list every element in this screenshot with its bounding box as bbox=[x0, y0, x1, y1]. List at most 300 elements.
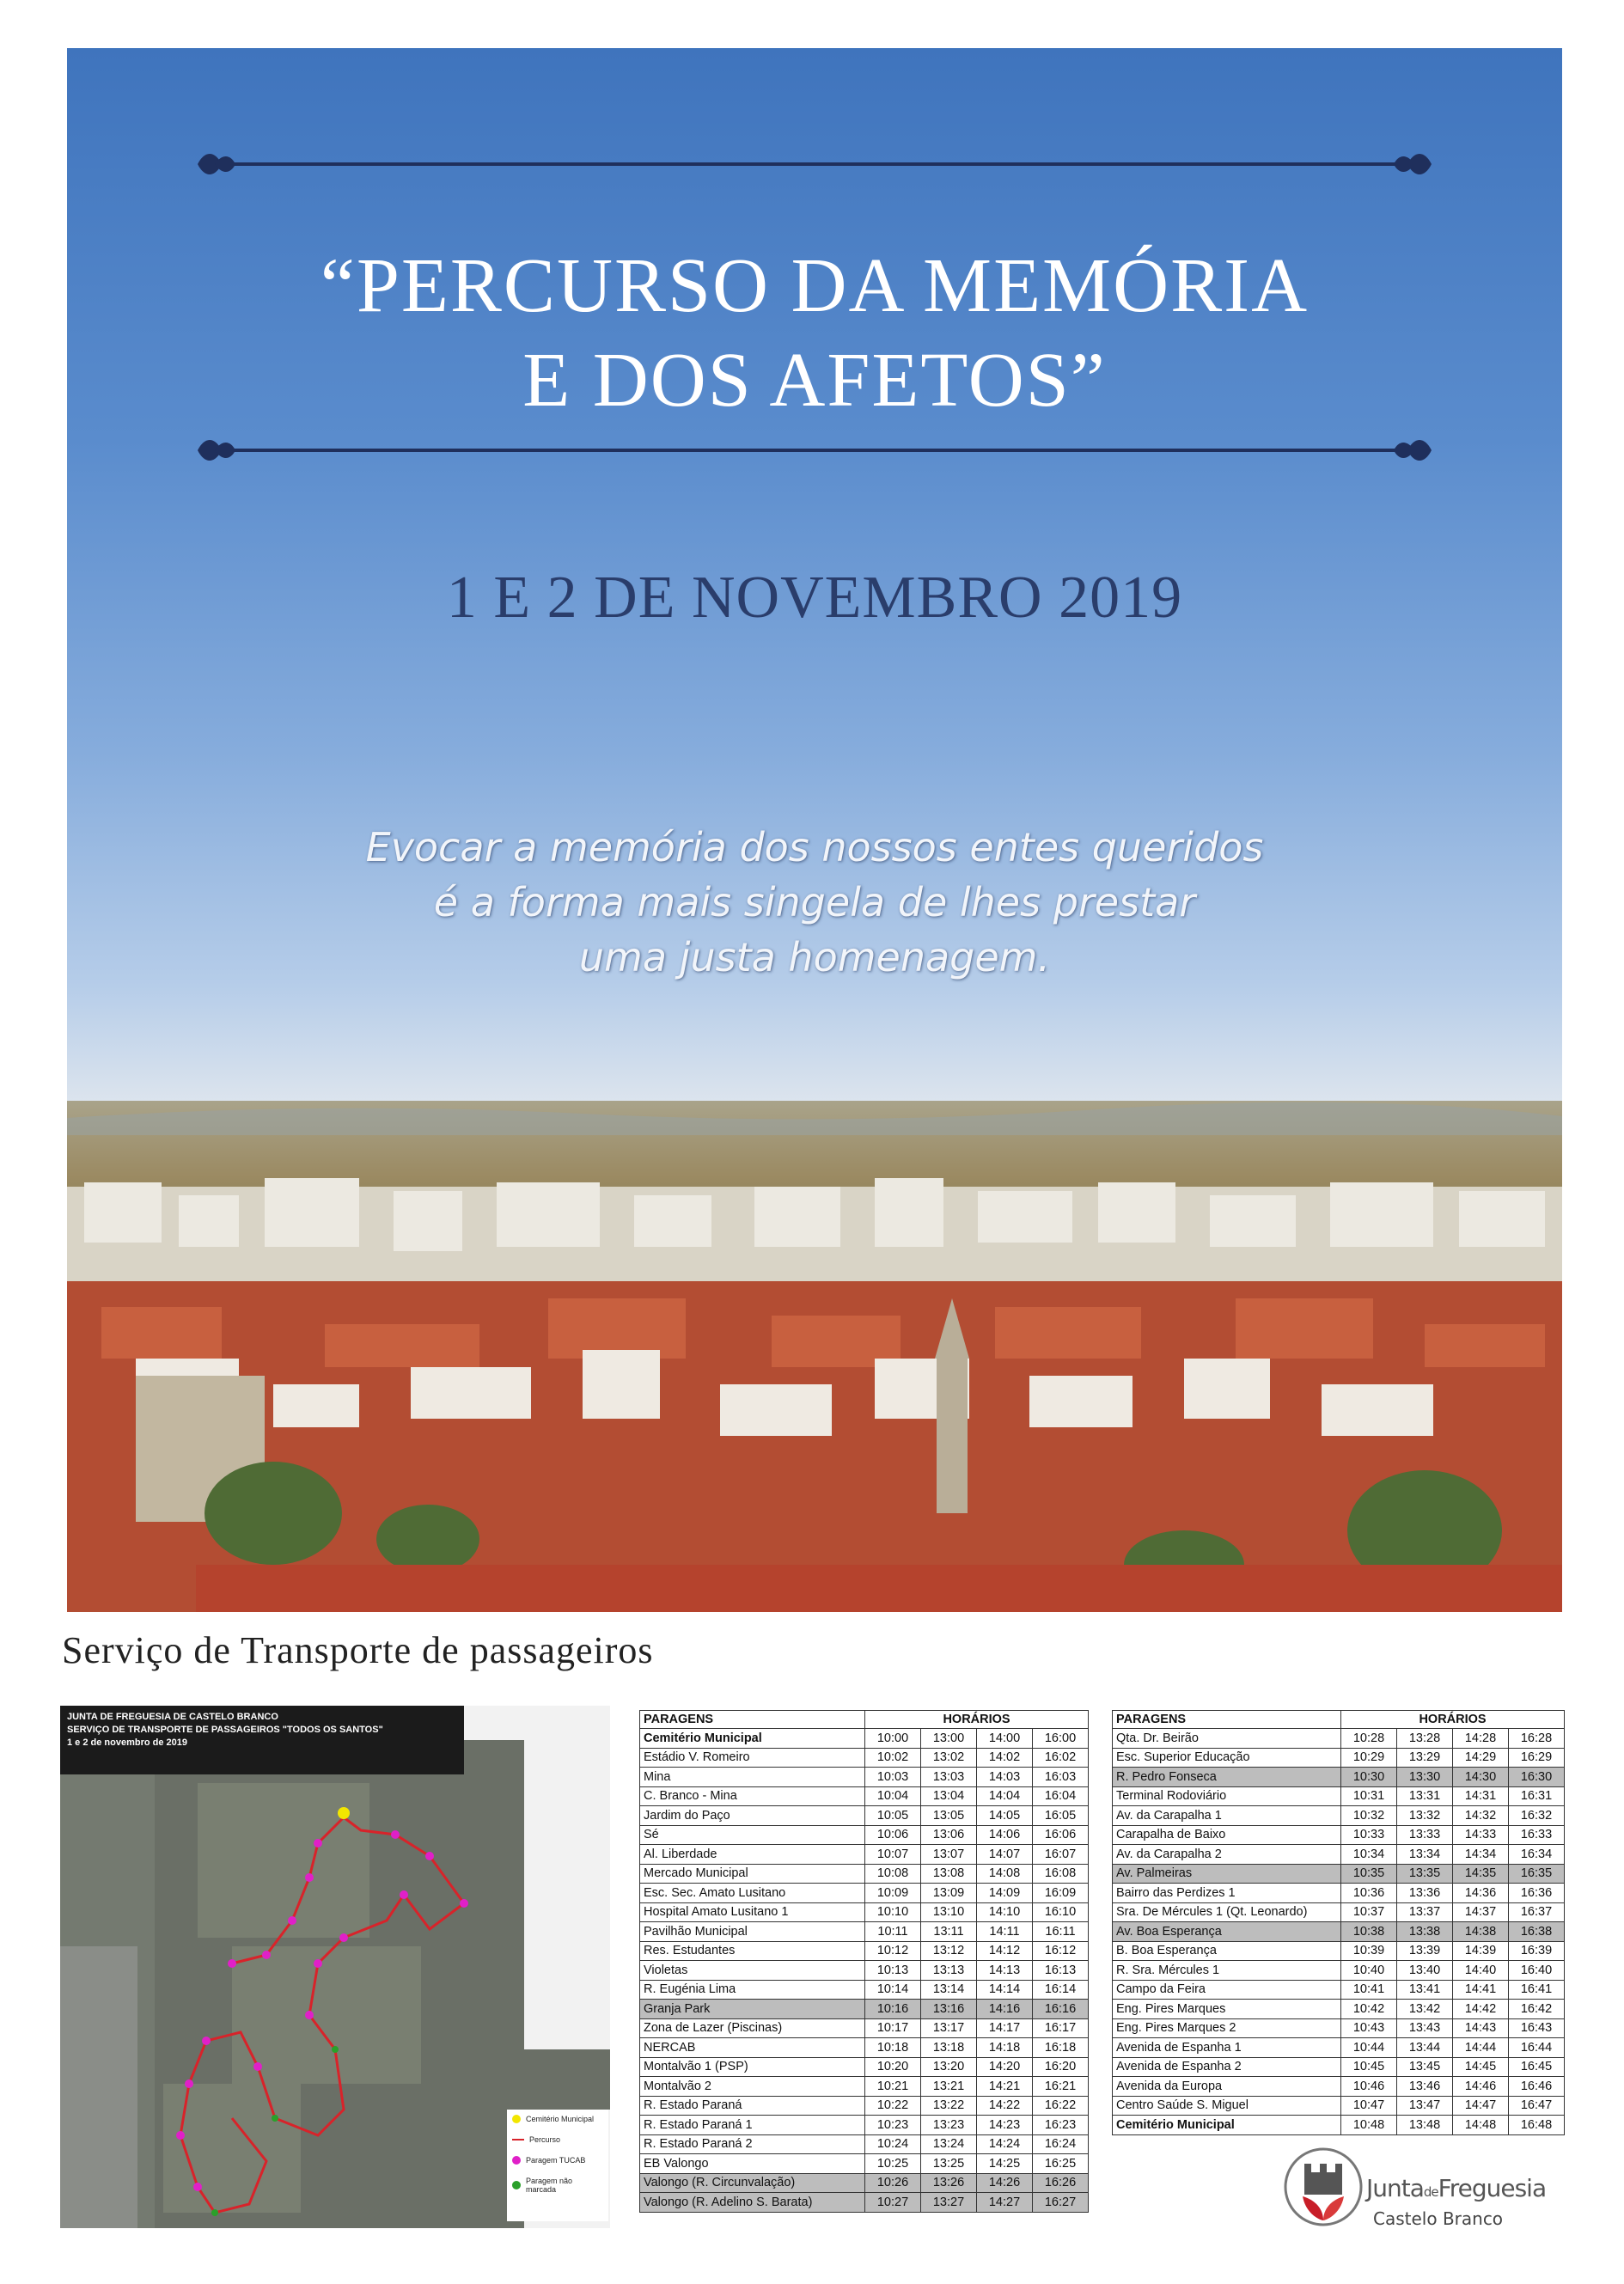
legend-item-unmarked-stop: Paragem não marcada bbox=[512, 2177, 603, 2194]
stop-name-cell: Sé bbox=[640, 1825, 865, 1845]
departure-time-cell: 16:08 bbox=[1033, 1864, 1089, 1884]
schedule-row bbox=[640, 1961, 1089, 1981]
departure-time-cell: 16:29 bbox=[1509, 1748, 1565, 1768]
schedule-row bbox=[640, 1902, 1089, 1922]
schedule-row bbox=[1113, 1902, 1565, 1922]
map-header-line1: JUNTA DE FREGUESIA DE CASTELO BRANCO bbox=[67, 1712, 278, 1722]
departure-time-cell: 13:23 bbox=[921, 2116, 977, 2135]
departure-time-cell: 13:09 bbox=[921, 1884, 977, 1903]
departure-time-cell: 14:31 bbox=[1453, 1786, 1509, 1806]
departure-time-cell: 13:14 bbox=[921, 1980, 977, 2000]
departure-time-cell: 13:27 bbox=[921, 2193, 977, 2213]
departure-time-cell: 10:05 bbox=[865, 1806, 921, 1826]
departure-time-cell: 10:35 bbox=[1341, 1864, 1397, 1884]
departure-time-cell: 14:35 bbox=[1453, 1864, 1509, 1884]
schedule-row bbox=[1113, 2077, 1565, 2097]
departure-time-cell: 16:20 bbox=[1033, 2057, 1089, 2077]
departure-time-cell: 16:28 bbox=[1509, 1729, 1565, 1749]
stop-name-cell: Esc. Sec. Amato Lusitano bbox=[640, 1884, 865, 1903]
schedule-row bbox=[1113, 2018, 1565, 2038]
departure-time-cell: 16:13 bbox=[1033, 1961, 1089, 1981]
departure-time-cell: 13:03 bbox=[921, 1768, 977, 1787]
departure-time-cell: 10:46 bbox=[1341, 2077, 1397, 2097]
cemetery-marker bbox=[338, 1807, 350, 1819]
schedule-row bbox=[640, 1825, 1089, 1845]
departure-time-cell: 16:18 bbox=[1033, 2038, 1089, 2058]
stop-name-cell: R. Pedro Fonseca bbox=[1113, 1768, 1341, 1787]
departure-time-cell: 16:27 bbox=[1033, 2193, 1089, 2213]
stop-name-cell: Campo da Feira bbox=[1113, 1980, 1341, 2000]
stop-name-cell: R. Sra. Mércules 1 bbox=[1113, 1961, 1341, 1981]
departure-time-cell: 16:22 bbox=[1033, 2096, 1089, 2116]
departure-time-cell: 13:16 bbox=[921, 2000, 977, 2019]
departure-time-cell: 16:23 bbox=[1033, 2116, 1089, 2135]
logo-wordmark: JuntadeFreguesia bbox=[1366, 2174, 1547, 2202]
departure-time-cell: 10:31 bbox=[1341, 1786, 1397, 1806]
departure-time-cell: 14:39 bbox=[1453, 1941, 1509, 1961]
departure-time-cell: 10:39 bbox=[1341, 1941, 1397, 1961]
stop-name-cell: Av. Palmeiras bbox=[1113, 1864, 1341, 1884]
stop-name-cell: Mercado Municipal bbox=[640, 1864, 865, 1884]
departure-time-cell: 13:29 bbox=[1397, 1748, 1453, 1768]
departure-time-cell: 16:04 bbox=[1033, 1786, 1089, 1806]
stop-name-cell: Esc. Superior Educação bbox=[1113, 1748, 1341, 1768]
departure-time-cell: 10:28 bbox=[1341, 1729, 1397, 1749]
poster-quote bbox=[67, 820, 1562, 985]
stop-name-cell: Carapalha de Baixo bbox=[1113, 1825, 1341, 1845]
departure-time-cell: 10:17 bbox=[865, 2018, 921, 2038]
departure-time-cell: 10:30 bbox=[1341, 1768, 1397, 1787]
departure-time-cell: 10:07 bbox=[865, 1845, 921, 1865]
stop-name-cell: Eng. Pires Marques bbox=[1113, 2000, 1341, 2019]
schedule-row bbox=[640, 2038, 1089, 2058]
legend-item-cemetery: Cemitério Municipal bbox=[512, 2115, 603, 2123]
schedule-row bbox=[640, 1922, 1089, 1942]
departure-time-cell: 16:03 bbox=[1033, 1768, 1089, 1787]
stop-name-cell: Av. da Carapalha 2 bbox=[1113, 1845, 1341, 1865]
departure-time-cell: 13:11 bbox=[921, 1922, 977, 1942]
map-legend bbox=[507, 2110, 608, 2221]
departure-time-cell: 10:34 bbox=[1341, 1845, 1397, 1865]
quote-line1: Evocar a memória dos nossos entes queridos bbox=[365, 824, 1264, 870]
departure-time-cell: 10:47 bbox=[1341, 2096, 1397, 2116]
stop-name-cell: Mina bbox=[640, 1768, 865, 1787]
junta-freguesia-logo bbox=[1280, 2140, 1564, 2243]
legend-item-route: Percurso bbox=[512, 2135, 603, 2144]
departure-time-cell: 13:46 bbox=[1397, 2077, 1453, 2097]
departure-time-cell: 14:42 bbox=[1453, 2000, 1509, 2019]
departure-time-cell: 13:40 bbox=[1397, 1961, 1453, 1981]
schedule-row bbox=[1113, 1729, 1565, 1749]
departure-time-cell: 13:25 bbox=[921, 2154, 977, 2174]
departure-time-cell: 14:07 bbox=[977, 1845, 1033, 1865]
departure-time-cell: 16:45 bbox=[1509, 2057, 1565, 2077]
schedule-row bbox=[1113, 1941, 1565, 1961]
departure-time-cell: 10:25 bbox=[865, 2154, 921, 2174]
departure-time-cell: 14:29 bbox=[1453, 1748, 1509, 1768]
departure-time-cell: 14:21 bbox=[977, 2077, 1033, 2097]
departure-time-cell: 10:02 bbox=[865, 1748, 921, 1768]
departure-time-cell: 14:44 bbox=[1453, 2038, 1509, 2058]
schedule-row bbox=[640, 1884, 1089, 1903]
departure-time-cell: 16:48 bbox=[1509, 2116, 1565, 2135]
departure-time-cell: 10:44 bbox=[1341, 2038, 1397, 2058]
stop-name-cell: Cemitério Municipal bbox=[1113, 2116, 1341, 2135]
departure-time-cell: 10:40 bbox=[1341, 1961, 1397, 1981]
departure-time-cell: 13:00 bbox=[921, 1729, 977, 1749]
departure-time-cell: 14:47 bbox=[1453, 2096, 1509, 2116]
stop-name-cell: B. Boa Esperança bbox=[1113, 1941, 1341, 1961]
departure-time-cell: 14:45 bbox=[1453, 2057, 1509, 2077]
departure-time-cell: 10:10 bbox=[865, 1902, 921, 1922]
schedule-row bbox=[640, 1941, 1089, 1961]
departure-time-cell: 14:13 bbox=[977, 1961, 1033, 1981]
schedule-row bbox=[640, 2096, 1089, 2116]
stop-name-cell: Centro Saúde S. Miguel bbox=[1113, 2096, 1341, 2116]
departure-time-cell: 14:16 bbox=[977, 2000, 1033, 2019]
departure-time-cell: 13:34 bbox=[1397, 1845, 1453, 1865]
schedule-row bbox=[640, 2077, 1089, 2097]
departure-time-cell: 13:07 bbox=[921, 1845, 977, 1865]
map-header-line2: SERVIÇO DE TRANSPORTE DE PASSAGEIROS "TODOS OS SANTOS" bbox=[67, 1725, 383, 1735]
schedule-row bbox=[1113, 1961, 1565, 1981]
schedule-row bbox=[1113, 1786, 1565, 1806]
legend-item-tucab-stop: Paragem TUCAB bbox=[512, 2156, 603, 2165]
departure-time-cell: 14:11 bbox=[977, 1922, 1033, 1942]
schedule-row bbox=[640, 1729, 1089, 1749]
times-column-header: HORÁRIOS bbox=[1341, 1711, 1565, 1729]
stop-name-cell: Jardim do Paço bbox=[640, 1806, 865, 1826]
departure-time-cell: 13:28 bbox=[1397, 1729, 1453, 1749]
schedule-row bbox=[1113, 1806, 1565, 1826]
departure-time-cell: 16:02 bbox=[1033, 1748, 1089, 1768]
departure-time-cell: 13:21 bbox=[921, 2077, 977, 2097]
stop-name-cell: Estádio V. Romeiro bbox=[640, 1748, 865, 1768]
departure-time-cell: 10:11 bbox=[865, 1922, 921, 1942]
departure-time-cell: 16:39 bbox=[1509, 1941, 1565, 1961]
departure-time-cell: 10:32 bbox=[1341, 1806, 1397, 1826]
stop-name-cell: NERCAB bbox=[640, 2038, 865, 2058]
departure-time-cell: 10:26 bbox=[865, 2173, 921, 2193]
stop-name-cell: Bairro das Perdizes 1 bbox=[1113, 1884, 1341, 1903]
stop-name-cell: Hospital Amato Lusitano 1 bbox=[640, 1902, 865, 1922]
departure-time-cell: 13:04 bbox=[921, 1786, 977, 1806]
departure-time-cell: 10:38 bbox=[1341, 1922, 1397, 1942]
departure-time-cell: 16:06 bbox=[1033, 1825, 1089, 1845]
schedule-row bbox=[640, 2154, 1089, 2174]
departure-time-cell: 13:17 bbox=[921, 2018, 977, 2038]
departure-time-cell: 16:21 bbox=[1033, 2077, 1089, 2097]
schedule-row bbox=[640, 2134, 1089, 2154]
schedule-row bbox=[1113, 1825, 1565, 1845]
departure-time-cell: 16:46 bbox=[1509, 2077, 1565, 2097]
departure-time-cell: 16:36 bbox=[1509, 1884, 1565, 1903]
departure-time-cell: 16:30 bbox=[1509, 1768, 1565, 1787]
departure-time-cell: 13:42 bbox=[1397, 2000, 1453, 2019]
departure-time-cell: 13:45 bbox=[1397, 2057, 1453, 2077]
schedule-row bbox=[640, 1980, 1089, 2000]
stop-name-cell: EB Valongo bbox=[640, 2154, 865, 2174]
schedule-row bbox=[1113, 2116, 1565, 2135]
map-header bbox=[60, 1706, 464, 1774]
schedule-row bbox=[1113, 2096, 1565, 2116]
departure-time-cell: 10:14 bbox=[865, 1980, 921, 2000]
departure-time-cell: 13:26 bbox=[921, 2173, 977, 2193]
departure-time-cell: 14:36 bbox=[1453, 1884, 1509, 1903]
departure-time-cell: 16:31 bbox=[1509, 1786, 1565, 1806]
departure-time-cell: 13:39 bbox=[1397, 1941, 1453, 1961]
hero-banner bbox=[67, 48, 1562, 1612]
top-ornament-divider bbox=[196, 147, 1433, 181]
departure-time-cell: 10:00 bbox=[865, 1729, 921, 1749]
departure-time-cell: 14:12 bbox=[977, 1941, 1033, 1961]
departure-time-cell: 10:18 bbox=[865, 2038, 921, 2058]
departure-time-cell: 16:38 bbox=[1509, 1922, 1565, 1942]
stop-name-cell: Montalvão 2 bbox=[640, 2077, 865, 2097]
departure-time-cell: 13:06 bbox=[921, 1825, 977, 1845]
departure-time-cell: 16:25 bbox=[1033, 2154, 1089, 2174]
schedule-row bbox=[640, 1845, 1089, 1865]
departure-time-cell: 10:43 bbox=[1341, 2018, 1397, 2038]
departure-time-cell: 16:42 bbox=[1509, 2000, 1565, 2019]
transport-service-heading: Serviço de Transporte de passageiros bbox=[62, 1629, 654, 1671]
event-date: 1 E 2 DE NOVEMBRO 2019 bbox=[446, 565, 1183, 631]
schedule-row bbox=[1113, 1864, 1565, 1884]
departure-time-cell: 10:27 bbox=[865, 2193, 921, 2213]
departure-time-cell: 14:43 bbox=[1453, 2018, 1509, 2038]
departure-time-cell: 13:31 bbox=[1397, 1786, 1453, 1806]
departure-time-cell: 16:47 bbox=[1509, 2096, 1565, 2116]
departure-time-cell: 14:40 bbox=[1453, 1961, 1509, 1981]
departure-time-cell: 13:02 bbox=[921, 1748, 977, 1768]
departure-time-cell: 16:14 bbox=[1033, 1980, 1089, 2000]
departure-time-cell: 10:06 bbox=[865, 1825, 921, 1845]
departure-time-cell: 14:10 bbox=[977, 1902, 1033, 1922]
departure-time-cell: 14:18 bbox=[977, 2038, 1033, 2058]
bottom-ornament-divider bbox=[196, 433, 1433, 467]
stop-name-cell: R. Estado Paraná 1 bbox=[640, 2116, 865, 2135]
departure-time-cell: 14:05 bbox=[977, 1806, 1033, 1826]
poster-title-line1: “PERCURSO DA MEMÓRIA bbox=[320, 243, 1310, 328]
departure-time-cell: 16:37 bbox=[1509, 1902, 1565, 1922]
departure-time-cell: 13:13 bbox=[921, 1961, 977, 1981]
departure-time-cell: 16:09 bbox=[1033, 1884, 1089, 1903]
stops-column-header: PARAGENS bbox=[1113, 1711, 1341, 1729]
departure-time-cell: 10:23 bbox=[865, 2116, 921, 2135]
stop-name-cell: Avenida da Europa bbox=[1113, 2077, 1341, 2097]
quote-line3: uma justa homenagem. bbox=[578, 934, 1051, 980]
departure-time-cell: 10:03 bbox=[865, 1768, 921, 1787]
schedule-table-left bbox=[639, 1710, 1089, 2213]
departure-time-cell: 14:30 bbox=[1453, 1768, 1509, 1787]
stop-name-cell: Al. Liberdade bbox=[640, 1845, 865, 1865]
departure-time-cell: 13:24 bbox=[921, 2134, 977, 2154]
departure-time-cell: 10:29 bbox=[1341, 1748, 1397, 1768]
departure-time-cell: 14:00 bbox=[977, 1729, 1033, 1749]
schedule-row bbox=[640, 1864, 1089, 1884]
quote-line2: é a forma mais singela de lhes prestar bbox=[433, 879, 1196, 925]
departure-time-cell: 10:13 bbox=[865, 1961, 921, 1981]
departure-time-cell: 14:33 bbox=[1453, 1825, 1509, 1845]
schedule-row bbox=[1113, 1845, 1565, 1865]
departure-time-cell: 14:24 bbox=[977, 2134, 1033, 2154]
departure-time-cell: 14:14 bbox=[977, 1980, 1033, 2000]
departure-time-cell: 13:36 bbox=[1397, 1884, 1453, 1903]
schedule-row bbox=[1113, 1980, 1565, 2000]
departure-time-cell: 16:12 bbox=[1033, 1941, 1089, 1961]
departure-time-cell: 14:03 bbox=[977, 1768, 1033, 1787]
departure-time-cell: 10:37 bbox=[1341, 1902, 1397, 1922]
departure-time-cell: 14:48 bbox=[1453, 2116, 1509, 2135]
departure-time-cell: 16:00 bbox=[1033, 1729, 1089, 1749]
schedule-row bbox=[640, 1748, 1089, 1768]
route-map bbox=[60, 1706, 610, 2228]
departure-time-cell: 13:05 bbox=[921, 1806, 977, 1826]
departure-time-cell: 14:09 bbox=[977, 1884, 1033, 1903]
stop-name-cell: R. Eugénia Lima bbox=[640, 1980, 865, 2000]
schedule-row bbox=[640, 1806, 1089, 1826]
city-panorama-photo bbox=[67, 1101, 1562, 1612]
departure-time-cell: 14:34 bbox=[1453, 1845, 1509, 1865]
schedule-row bbox=[640, 2116, 1089, 2135]
departure-time-cell: 13:30 bbox=[1397, 1768, 1453, 1787]
map-header-line3: 1 e 2 de novembro de 2019 bbox=[67, 1737, 188, 1748]
departure-time-cell: 14:04 bbox=[977, 1786, 1033, 1806]
departure-time-cell: 16:44 bbox=[1509, 2038, 1565, 2058]
stop-name-cell: Avenida de Espanha 1 bbox=[1113, 2038, 1341, 2058]
departure-time-cell: 13:08 bbox=[921, 1864, 977, 1884]
departure-time-cell: 10:33 bbox=[1341, 1825, 1397, 1845]
stop-name-cell: Res. Estudantes bbox=[640, 1941, 865, 1961]
departure-time-cell: 10:45 bbox=[1341, 2057, 1397, 2077]
stop-name-cell: Av. Boa Esperança bbox=[1113, 1922, 1341, 1942]
departure-time-cell: 10:42 bbox=[1341, 2000, 1397, 2019]
schedule-row bbox=[1113, 1884, 1565, 1903]
departure-time-cell: 10:22 bbox=[865, 2096, 921, 2116]
departure-time-cell: 10:16 bbox=[865, 2000, 921, 2019]
departure-time-cell: 10:09 bbox=[865, 1884, 921, 1903]
departure-time-cell: 16:05 bbox=[1033, 1806, 1089, 1826]
departure-time-cell: 16:34 bbox=[1509, 1845, 1565, 1865]
schedule-row bbox=[1113, 2038, 1565, 2058]
departure-time-cell: 14:17 bbox=[977, 2018, 1033, 2038]
departure-time-cell: 10:24 bbox=[865, 2134, 921, 2154]
departure-time-cell: 13:18 bbox=[921, 2038, 977, 2058]
departure-time-cell: 16:35 bbox=[1509, 1864, 1565, 1884]
departure-time-cell: 13:44 bbox=[1397, 2038, 1453, 2058]
departure-time-cell: 14:28 bbox=[1453, 1729, 1509, 1749]
departure-time-cell: 14:46 bbox=[1453, 2077, 1509, 2097]
schedule-row bbox=[640, 2018, 1089, 2038]
departure-time-cell: 13:22 bbox=[921, 2096, 977, 2116]
stop-name-cell: Granja Park bbox=[640, 2000, 865, 2019]
departure-time-cell: 13:48 bbox=[1397, 2116, 1453, 2135]
departure-time-cell: 16:10 bbox=[1033, 1902, 1089, 1922]
departure-time-cell: 10:08 bbox=[865, 1864, 921, 1884]
departure-time-cell: 10:48 bbox=[1341, 2116, 1397, 2135]
stops-column-header: PARAGENS bbox=[640, 1711, 865, 1729]
departure-time-cell: 13:43 bbox=[1397, 2018, 1453, 2038]
stop-name-cell: R. Estado Paraná bbox=[640, 2096, 865, 2116]
departure-time-cell: 13:33 bbox=[1397, 1825, 1453, 1845]
stop-name-cell: Cemitério Municipal bbox=[640, 1729, 865, 1749]
departure-time-cell: 16:32 bbox=[1509, 1806, 1565, 1826]
departure-time-cell: 16:24 bbox=[1033, 2134, 1089, 2154]
departure-time-cell: 14:22 bbox=[977, 2096, 1033, 2116]
stop-name-cell: C. Branco - Mina bbox=[640, 1786, 865, 1806]
stop-name-cell: Eng. Pires Marques 2 bbox=[1113, 2018, 1341, 2038]
stop-name-cell: Qta. Dr. Beirão bbox=[1113, 1729, 1341, 1749]
departure-time-cell: 10:04 bbox=[865, 1786, 921, 1806]
stop-name-cell: Terminal Rodoviário bbox=[1113, 1786, 1341, 1806]
stop-name-cell: Av. da Carapalha 1 bbox=[1113, 1806, 1341, 1826]
departure-time-cell: 10:36 bbox=[1341, 1884, 1397, 1903]
stop-name-cell: Zona de Lazer (Piscinas) bbox=[640, 2018, 865, 2038]
schedule-row bbox=[1113, 2000, 1565, 2019]
departure-time-cell: 14:08 bbox=[977, 1864, 1033, 1884]
schedule-row bbox=[640, 2173, 1089, 2193]
departure-time-cell: 13:38 bbox=[1397, 1922, 1453, 1942]
departure-time-cell: 14:38 bbox=[1453, 1922, 1509, 1942]
schedule-row bbox=[1113, 1768, 1565, 1787]
departure-time-cell: 13:20 bbox=[921, 2057, 977, 2077]
schedule-row bbox=[1113, 2057, 1565, 2077]
departure-time-cell: 13:37 bbox=[1397, 1902, 1453, 1922]
departure-time-cell: 16:43 bbox=[1509, 2018, 1565, 2038]
departure-time-cell: 13:12 bbox=[921, 1941, 977, 1961]
schedule-row bbox=[1113, 1922, 1565, 1942]
departure-time-cell: 16:26 bbox=[1033, 2173, 1089, 2193]
stop-name-cell: Pavilhão Municipal bbox=[640, 1922, 865, 1942]
stop-name-cell: Valongo (R. Circunvalação) bbox=[640, 2173, 865, 2193]
departure-time-cell: 10:20 bbox=[865, 2057, 921, 2077]
schedule-row bbox=[640, 2000, 1089, 2019]
departure-time-cell: 16:41 bbox=[1509, 1980, 1565, 2000]
departure-time-cell: 14:27 bbox=[977, 2193, 1033, 2213]
departure-time-cell: 14:32 bbox=[1453, 1806, 1509, 1826]
stop-name-cell: Valongo (R. Adelino S. Barata) bbox=[640, 2193, 865, 2213]
departure-time-cell: 13:41 bbox=[1397, 1980, 1453, 2000]
stop-name-cell: Montalvão 1 (PSP) bbox=[640, 2057, 865, 2077]
schedule-row bbox=[640, 2057, 1089, 2077]
stop-name-cell: Violetas bbox=[640, 1961, 865, 1981]
logo-place: Castelo Branco bbox=[1373, 2208, 1504, 2229]
departure-time-cell: 14:37 bbox=[1453, 1902, 1509, 1922]
departure-time-cell: 16:11 bbox=[1033, 1922, 1089, 1942]
departure-time-cell: 16:33 bbox=[1509, 1825, 1565, 1845]
schedule-table-right bbox=[1112, 1710, 1565, 2135]
poster-title bbox=[67, 239, 1562, 428]
departure-time-cell: 13:35 bbox=[1397, 1864, 1453, 1884]
schedule-row bbox=[1113, 1748, 1565, 1768]
departure-time-cell: 14:25 bbox=[977, 2154, 1033, 2174]
stop-name-cell: R. Estado Paraná 2 bbox=[640, 2134, 865, 2154]
departure-time-cell: 16:16 bbox=[1033, 2000, 1089, 2019]
departure-time-cell: 14:23 bbox=[977, 2116, 1033, 2135]
departure-time-cell: 13:32 bbox=[1397, 1806, 1453, 1826]
times-column-header: HORÁRIOS bbox=[865, 1711, 1089, 1729]
schedule-row bbox=[640, 1768, 1089, 1787]
poster-title-line2: E DOS AFETOS” bbox=[522, 338, 1107, 423]
departure-time-cell: 14:41 bbox=[1453, 1980, 1509, 2000]
departure-time-cell: 10:21 bbox=[865, 2077, 921, 2097]
departure-time-cell: 14:06 bbox=[977, 1825, 1033, 1845]
stop-name-cell: Sra. De Mércules 1 (Qt. Leonardo) bbox=[1113, 1902, 1341, 1922]
departure-time-cell: 14:02 bbox=[977, 1748, 1033, 1768]
departure-time-cell: 16:17 bbox=[1033, 2018, 1089, 2038]
departure-time-cell: 14:26 bbox=[977, 2173, 1033, 2193]
schedule-row bbox=[640, 2193, 1089, 2213]
